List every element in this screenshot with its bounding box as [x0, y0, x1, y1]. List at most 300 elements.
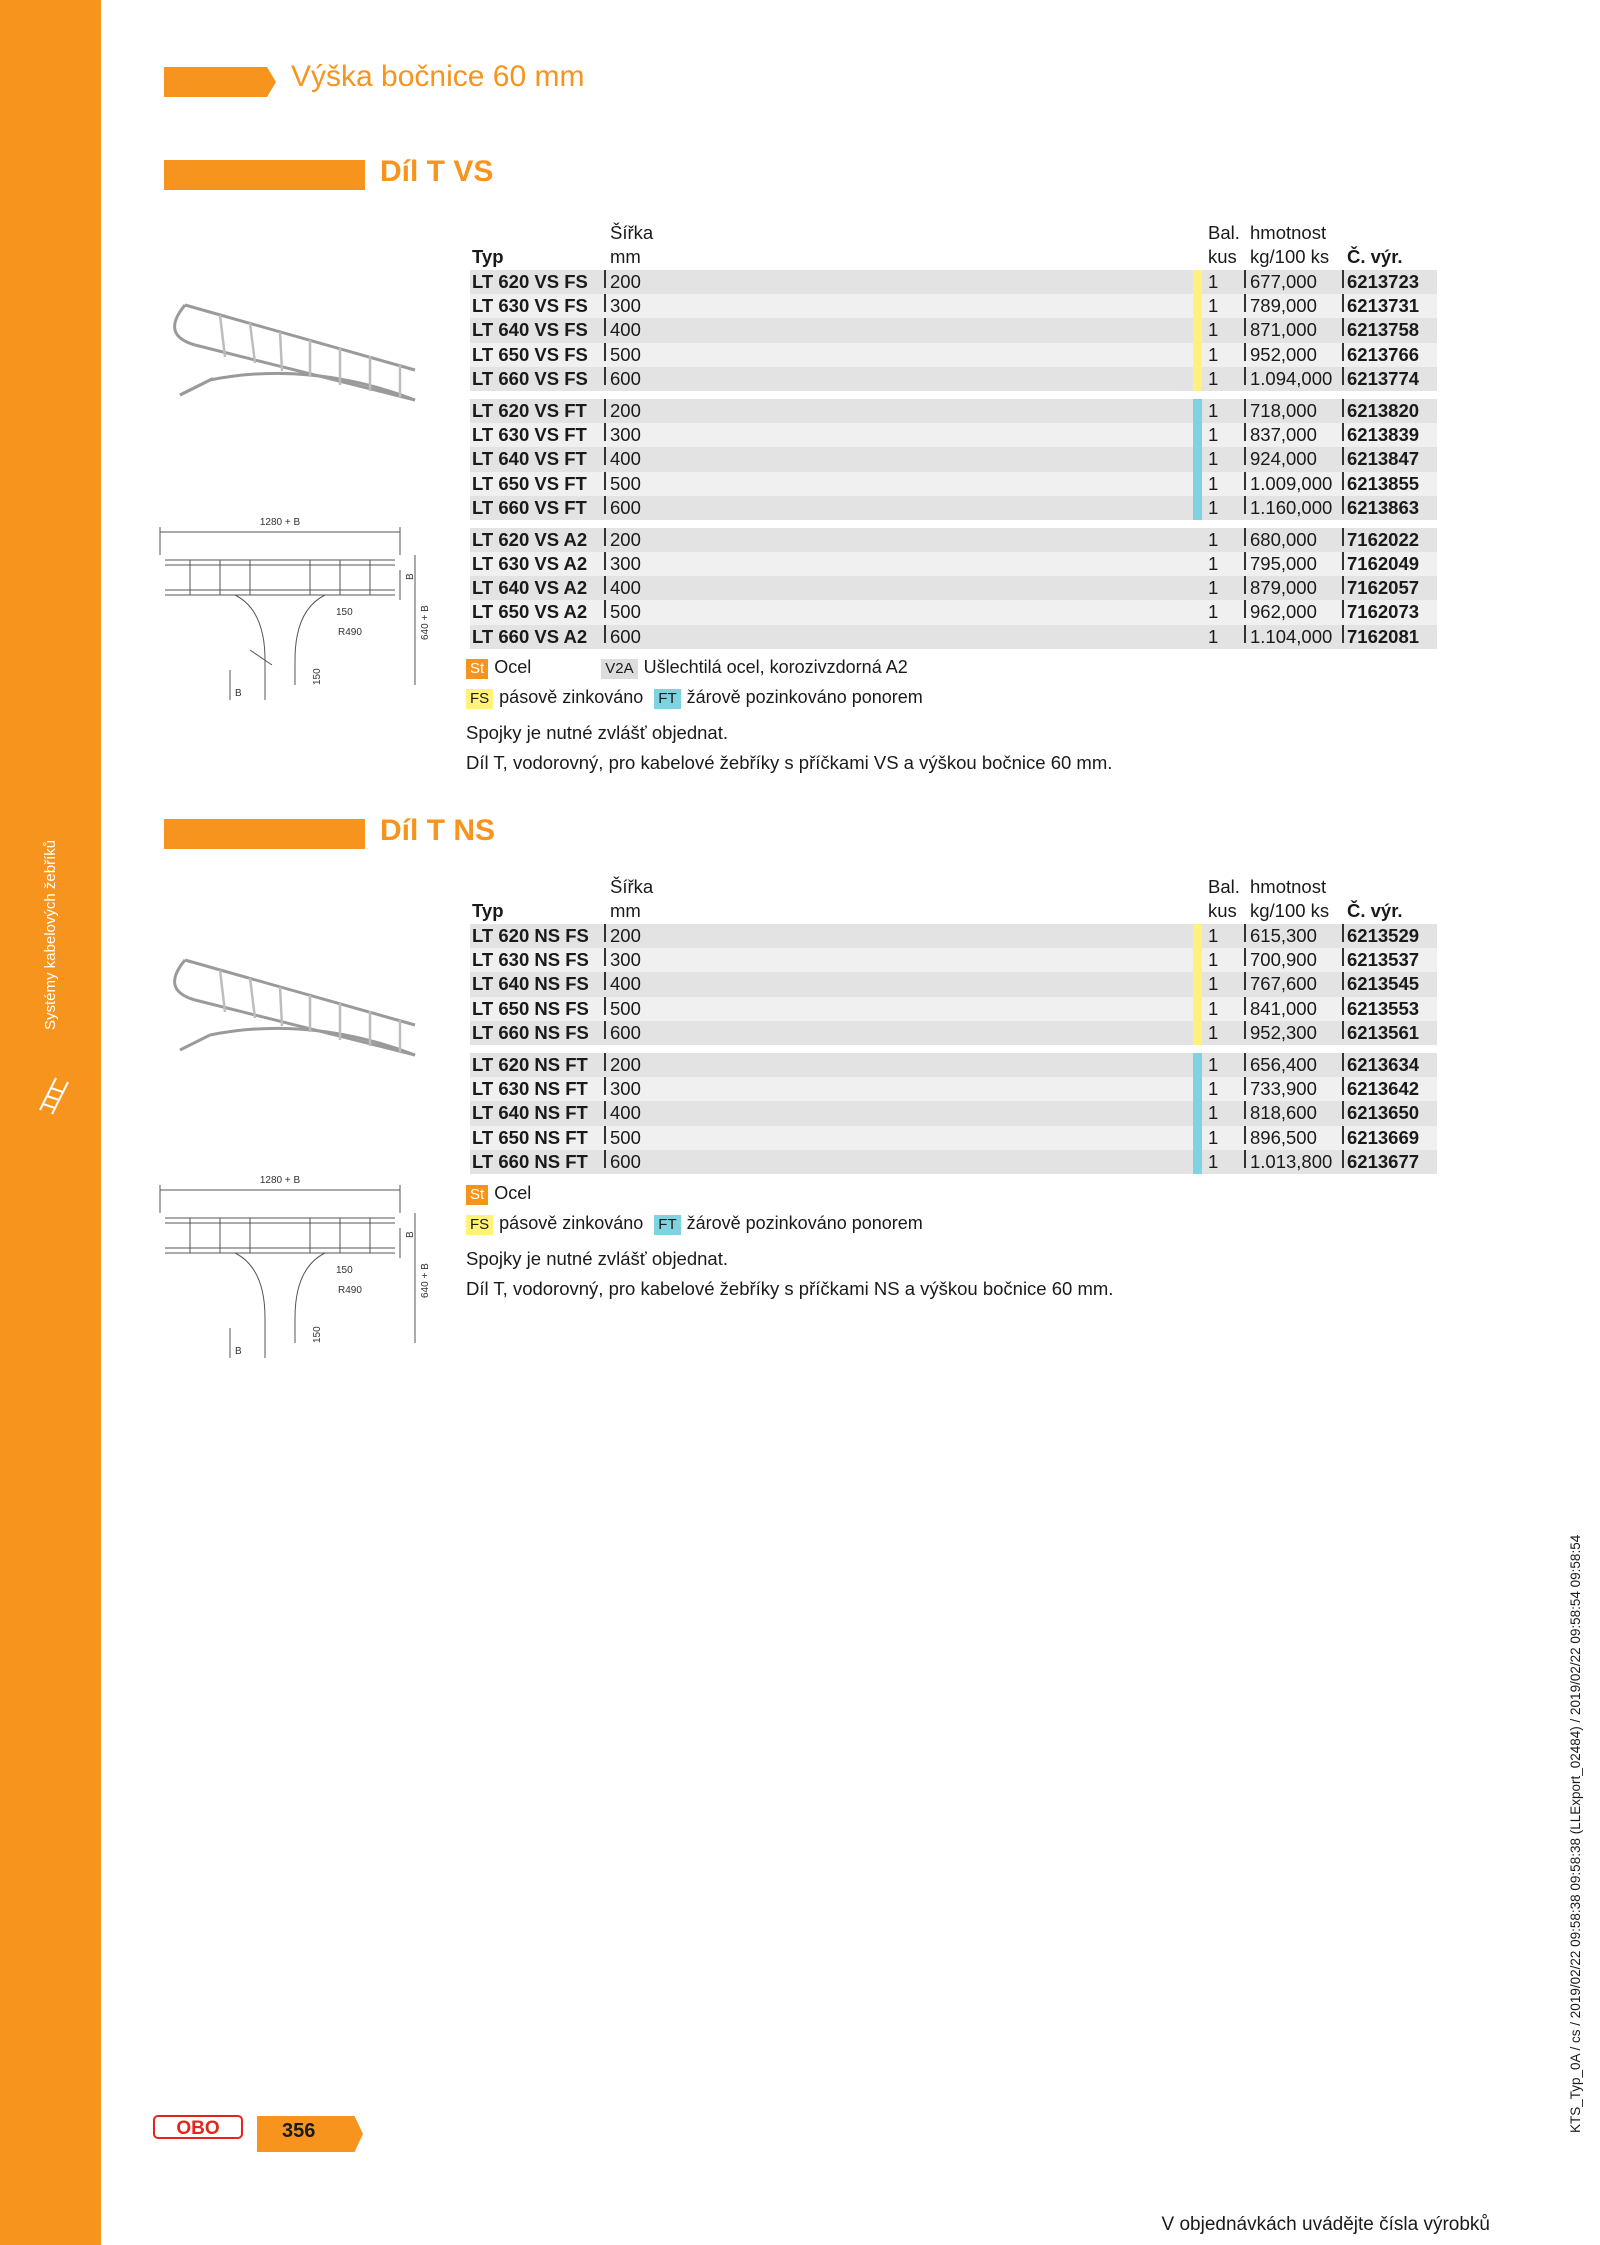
- finish-marker: [1193, 399, 1202, 423]
- badge-st: St: [466, 659, 488, 679]
- legend-fs-text: pásově zinkováno: [499, 687, 644, 707]
- section-title-vs: Díl T VS: [380, 155, 494, 188]
- col-width-l1: Šířka: [610, 876, 654, 897]
- cell-article-number: 6213863: [1347, 496, 1420, 518]
- section-accent-bar: [164, 160, 365, 190]
- cell-separator: [1342, 997, 1344, 1015]
- cell-separator: [1342, 1021, 1344, 1039]
- cell-separator: [604, 1126, 606, 1144]
- cell-weight: 1.094,000: [1250, 367, 1333, 389]
- cell-article-number: 6213847: [1347, 448, 1420, 470]
- dim-radius-label: R490: [338, 627, 362, 638]
- cell-separator: [1244, 1077, 1246, 1095]
- table-row: [470, 1126, 1437, 1150]
- col-bal-l1: Bal.: [1208, 222, 1240, 243]
- cell-separator: [604, 625, 606, 643]
- table-header: [470, 876, 1437, 924]
- cell-separator: [1244, 343, 1246, 361]
- cell-article-number: 7162022: [1347, 528, 1420, 550]
- dim-b-label: B: [235, 688, 242, 699]
- legend-st-text: Ocel: [494, 1183, 532, 1203]
- cell-weight: 924,000: [1250, 448, 1317, 470]
- table-row: [470, 1053, 1437, 1077]
- dimension-drawing-ns: [150, 1168, 440, 1378]
- cell-separator: [1342, 600, 1344, 618]
- cell-separator: [1244, 447, 1246, 465]
- cell-separator: [604, 496, 606, 514]
- cell-weight: 718,000: [1250, 399, 1317, 421]
- col-art: Č. výr.: [1347, 246, 1403, 267]
- table-body: [470, 924, 1437, 1174]
- cell-typ: LT 640 VS FS: [472, 319, 588, 341]
- legend-st-text: Ocel: [494, 657, 532, 677]
- cell-weight: 615,300: [1250, 925, 1317, 946]
- cell-typ: LT 630 NS FT: [472, 1078, 588, 1100]
- cell-separator: [1342, 1150, 1344, 1168]
- cell-typ: LT 630 VS A2: [472, 553, 588, 575]
- cell-separator: [604, 399, 606, 417]
- cell-bal: 1: [1208, 424, 1219, 446]
- legend-fs-text: pásově zinkováno: [499, 1213, 644, 1233]
- cell-bal: 1: [1208, 472, 1219, 494]
- t-piece-drawing: [150, 510, 440, 715]
- table-row: [470, 948, 1437, 972]
- cell-bal: 1: [1208, 528, 1219, 550]
- cell-bal: 1: [1208, 1102, 1219, 1124]
- cell-separator: [604, 948, 606, 966]
- table-row: [470, 528, 1437, 552]
- cell-separator: [604, 576, 606, 594]
- cell-article-number: 6213677: [1347, 1150, 1420, 1172]
- legend-vs: [466, 652, 1112, 778]
- cell-weight: 818,600: [1250, 1102, 1317, 1124]
- cell-separator: [1244, 1150, 1246, 1168]
- note-2: Díl T, vodorovný, pro kabelové žebříky s příčkami NS a výškou bočnice 60 mm.: [466, 1278, 1114, 1299]
- col-weight-l1: hmotnost: [1250, 876, 1327, 897]
- legend-ft-text: žárově pozinkováno ponorem: [686, 1213, 923, 1233]
- table-row: [470, 1021, 1437, 1045]
- finish-marker: [1193, 294, 1202, 318]
- cell-width: 400: [610, 973, 641, 995]
- cell-separator: [1342, 924, 1344, 942]
- cell-article-number: 6213766: [1347, 343, 1420, 365]
- section-title-ns: Díl T NS: [380, 814, 496, 847]
- cell-width: 300: [610, 1078, 641, 1100]
- cell-width: 600: [610, 1150, 641, 1172]
- table-body: [470, 270, 1437, 649]
- finish-marker: [1193, 997, 1202, 1021]
- cell-separator: [604, 1150, 606, 1168]
- sidebar: [0, 0, 101, 2245]
- cell-typ: LT 660 VS FS: [472, 367, 588, 389]
- cell-separator: [1244, 270, 1246, 288]
- col-weight-l2: kg/100 ks: [1250, 900, 1330, 921]
- dim-width-label: 1280 + B: [259, 1175, 301, 1186]
- cell-bal: 1: [1208, 577, 1219, 599]
- col-bal-l2: kus: [1208, 900, 1237, 921]
- t-piece-render: [150, 285, 440, 415]
- cell-separator: [1342, 399, 1344, 417]
- cell-separator: [604, 472, 606, 490]
- cell-weight: 962,000: [1250, 601, 1317, 623]
- group-gap: [470, 520, 1437, 528]
- cell-separator: [1244, 600, 1246, 618]
- cell-article-number: 6213634: [1347, 1053, 1420, 1075]
- cell-separator: [1342, 552, 1344, 570]
- cell-separator: [1244, 552, 1246, 570]
- dim-150-label: 150: [336, 607, 353, 618]
- cell-bal: 1: [1208, 973, 1219, 995]
- product-table-vs: [470, 222, 1437, 649]
- cell-bal: 1: [1208, 1126, 1219, 1148]
- col-weight-l1: hmotnost: [1250, 222, 1327, 243]
- cell-article-number: 6213529: [1347, 925, 1420, 946]
- badge-ft: FT: [654, 689, 680, 709]
- table-row: [470, 343, 1437, 367]
- obo-logo: [153, 2115, 243, 2139]
- table-row: [470, 294, 1437, 318]
- cell-typ: LT 640 NS FS: [472, 973, 589, 995]
- cell-separator: [1342, 496, 1344, 514]
- cell-typ: LT 630 VS FS: [472, 295, 588, 317]
- cell-separator: [604, 447, 606, 465]
- cell-width: 400: [610, 448, 641, 470]
- cell-bal: 1: [1208, 625, 1219, 647]
- dim-width-label: 1280 + B: [259, 517, 301, 528]
- cell-bal: 1: [1208, 319, 1219, 341]
- finish-marker: [1193, 1150, 1202, 1174]
- cell-width: 200: [610, 271, 641, 292]
- cell-bal: 1: [1208, 925, 1219, 946]
- dim-height-label: 640 + B: [420, 1263, 431, 1298]
- cell-bal: 1: [1208, 949, 1219, 971]
- cell-typ: LT 660 VS A2: [472, 625, 588, 647]
- cell-separator: [604, 318, 606, 336]
- cell-article-number: 6213820: [1347, 399, 1420, 421]
- cell-weight: 1.013,800: [1250, 1150, 1333, 1172]
- side-label: Systémy kabelových žebříků: [42, 839, 59, 1030]
- cell-weight: 1.104,000: [1250, 625, 1333, 647]
- dim-b-vertical-label: B: [405, 1231, 416, 1238]
- cell-separator: [1244, 1101, 1246, 1119]
- col-typ: Typ: [472, 900, 504, 921]
- cell-separator: [604, 423, 606, 441]
- dim-radius-label: R490: [338, 1285, 362, 1296]
- table-row: [470, 972, 1437, 996]
- cell-separator: [1244, 367, 1246, 385]
- cell-typ: LT 630 NS FS: [472, 949, 589, 971]
- col-typ: Typ: [472, 246, 504, 267]
- cell-separator: [1342, 447, 1344, 465]
- finish-marker: [1193, 924, 1202, 948]
- legend-ft-text: žárově pozinkováno ponorem: [686, 687, 923, 707]
- finish-marker: [1193, 343, 1202, 367]
- finish-marker: [1193, 1053, 1202, 1077]
- cell-separator: [604, 528, 606, 546]
- table-row: [470, 1077, 1437, 1101]
- cell-typ: LT 620 VS FT: [472, 399, 587, 421]
- cell-article-number: 6213669: [1347, 1126, 1420, 1148]
- table-header: [470, 222, 1437, 270]
- badge-st: St: [466, 1185, 488, 1205]
- table-row: [470, 496, 1437, 520]
- col-width-l2: mm: [610, 900, 641, 921]
- cell-separator: [1342, 1053, 1344, 1071]
- cell-article-number: 6213545: [1347, 973, 1420, 995]
- table-row: [470, 625, 1437, 649]
- cell-weight: 952,000: [1250, 343, 1317, 365]
- finish-marker: [1193, 367, 1202, 391]
- cell-width: 500: [610, 343, 641, 365]
- cell-width: 300: [610, 295, 641, 317]
- cell-article-number: 6213855: [1347, 472, 1420, 494]
- cell-width: 500: [610, 472, 641, 494]
- badge-fs: FS: [466, 1215, 493, 1235]
- cell-typ: LT 660 NS FS: [472, 1021, 589, 1043]
- cell-typ: LT 650 NS FS: [472, 997, 589, 1019]
- cell-article-number: 6213650: [1347, 1102, 1420, 1124]
- cell-width: 600: [610, 367, 641, 389]
- cell-weight: 656,400: [1250, 1053, 1317, 1075]
- cell-width: 200: [610, 925, 641, 946]
- cell-bal: 1: [1208, 295, 1219, 317]
- cell-weight: 789,000: [1250, 295, 1317, 317]
- cell-bal: 1: [1208, 1021, 1219, 1043]
- finish-marker: [1193, 1077, 1202, 1101]
- cell-separator: [1244, 576, 1246, 594]
- cell-separator: [1244, 997, 1246, 1015]
- cell-typ: LT 650 VS A2: [472, 601, 588, 623]
- dim-b-label: B: [235, 1346, 242, 1357]
- cell-weight: 879,000: [1250, 577, 1317, 599]
- cell-separator: [604, 600, 606, 618]
- table-row: [470, 1150, 1437, 1174]
- table-row: [470, 367, 1437, 391]
- cell-separator: [604, 270, 606, 288]
- cell-separator: [1342, 367, 1344, 385]
- badge-ft: FT: [654, 1215, 680, 1235]
- cell-separator: [1244, 972, 1246, 990]
- header-accent-bar: [164, 67, 276, 97]
- col-width-l2: mm: [610, 246, 641, 267]
- cell-typ: LT 640 VS FT: [472, 448, 587, 470]
- group-gap: [470, 1045, 1437, 1053]
- cell-article-number: 6213642: [1347, 1078, 1420, 1100]
- cell-width: 200: [610, 1053, 641, 1075]
- cell-weight: 841,000: [1250, 997, 1317, 1019]
- cell-article-number: 7162049: [1347, 553, 1420, 575]
- cell-weight: 733,900: [1250, 1078, 1317, 1100]
- cell-separator: [1244, 496, 1246, 514]
- cell-typ: LT 620 VS FS: [472, 271, 588, 292]
- cell-width: 500: [610, 997, 641, 1019]
- table-row: [470, 924, 1437, 948]
- cell-article-number: 6213731: [1347, 295, 1420, 317]
- cell-separator: [1342, 1126, 1344, 1144]
- cell-separator: [1342, 294, 1344, 312]
- cell-separator: [1244, 472, 1246, 490]
- badge-v2a: V2A: [601, 659, 637, 679]
- cell-separator: [1342, 318, 1344, 336]
- cell-separator: [1342, 1101, 1344, 1119]
- cell-article-number: 7162057: [1347, 577, 1420, 599]
- cell-article-number: 7162073: [1347, 601, 1420, 623]
- cell-separator: [604, 1053, 606, 1071]
- dim-150-label: 150: [336, 1265, 353, 1276]
- footer-note: V objednávkách uvádějte čísla výrobků: [1161, 2214, 1490, 2235]
- cell-typ: LT 650 VS FT: [472, 472, 587, 494]
- table-row: [470, 270, 1437, 294]
- note-1: Spojky je nutné zvlášť objednat.: [466, 722, 728, 743]
- table-row: [470, 997, 1437, 1021]
- finish-marker: [1193, 318, 1202, 342]
- cell-separator: [1244, 318, 1246, 336]
- cell-separator: [1342, 270, 1344, 288]
- cell-typ: LT 640 NS FT: [472, 1102, 588, 1124]
- col-bal-l1: Bal.: [1208, 876, 1240, 897]
- cell-separator: [1342, 972, 1344, 990]
- cell-article-number: 6213758: [1347, 319, 1420, 341]
- cell-weight: 871,000: [1250, 319, 1317, 341]
- product-table-ns: [470, 876, 1437, 1174]
- cell-weight: 767,600: [1250, 973, 1317, 995]
- cell-typ: LT 650 NS FT: [472, 1126, 588, 1148]
- cell-width: 500: [610, 601, 641, 623]
- t-piece-render: [150, 940, 440, 1070]
- product-image-vs: [150, 285, 440, 420]
- legend-v2a-text: Ušlechtilá ocel, korozivzdorná A2: [643, 657, 908, 677]
- cell-separator: [1244, 1126, 1246, 1144]
- cell-separator: [1244, 924, 1246, 942]
- dim-150-vertical-label: 150: [312, 1326, 323, 1343]
- cell-separator: [1244, 948, 1246, 966]
- cell-typ: LT 620 NS FS: [472, 925, 589, 946]
- table-row: [470, 600, 1437, 624]
- cell-typ: LT 620 NS FT: [472, 1053, 588, 1075]
- table-row: [470, 576, 1437, 600]
- dim-b-vertical-label: B: [405, 573, 416, 580]
- cell-bal: 1: [1208, 1053, 1219, 1075]
- cell-separator: [604, 294, 606, 312]
- cell-typ: LT 660 NS FT: [472, 1150, 588, 1172]
- finish-marker: [1193, 447, 1202, 471]
- cell-weight: 795,000: [1250, 553, 1317, 575]
- finish-marker: [1193, 270, 1202, 294]
- cell-width: 600: [610, 625, 641, 647]
- page-title: Výška bočnice 60 mm: [291, 60, 585, 93]
- cell-separator: [1342, 528, 1344, 546]
- badge-fs: FS: [466, 689, 493, 709]
- cell-article-number: 6213839: [1347, 424, 1420, 446]
- cell-typ: LT 630 VS FT: [472, 424, 587, 446]
- finish-marker: [1193, 496, 1202, 520]
- cell-bal: 1: [1208, 496, 1219, 518]
- finish-marker: [1193, 423, 1202, 447]
- print-metadata: KTS_Typ_0A / cs / 2019/02/22 09:58:38 09:58:38 (LLExport_02484) / 2019/02/22 09:58:54 09:58:54: [1568, 1534, 1583, 2133]
- group-gap: [470, 391, 1437, 399]
- cell-article-number: 6213723: [1347, 271, 1420, 292]
- cell-separator: [1342, 625, 1344, 643]
- note-1: Spojky je nutné zvlášť objednat.: [466, 1248, 728, 1269]
- cell-width: 200: [610, 399, 641, 421]
- section-accent-bar: [164, 819, 365, 849]
- cell-typ: LT 620 VS A2: [472, 528, 588, 550]
- cell-separator: [604, 367, 606, 385]
- cell-bal: 1: [1208, 601, 1219, 623]
- dim-150-vertical-label: 150: [312, 668, 323, 685]
- cell-separator: [604, 552, 606, 570]
- cell-separator: [1244, 399, 1246, 417]
- cell-weight: 700,900: [1250, 949, 1317, 971]
- product-image-ns: [150, 940, 440, 1075]
- cell-separator: [604, 997, 606, 1015]
- table-row: [470, 1101, 1437, 1125]
- cell-article-number: 7162081: [1347, 625, 1420, 647]
- finish-marker: [1193, 472, 1202, 496]
- note-2: Díl T, vodorovný, pro kabelové žebříky s příčkami VS a výškou bočnice 60 mm.: [466, 752, 1113, 773]
- cell-typ: LT 640 VS A2: [472, 577, 588, 599]
- cable-ladder-icon: [36, 1070, 76, 1120]
- table-row: [470, 423, 1437, 447]
- t-piece-drawing: [150, 1168, 440, 1373]
- col-weight-l2: kg/100 ks: [1250, 246, 1330, 267]
- finish-marker: [1193, 948, 1202, 972]
- cell-separator: [1244, 528, 1246, 546]
- cell-bal: 1: [1208, 399, 1219, 421]
- cell-bal: 1: [1208, 997, 1219, 1019]
- cell-weight: 1.160,000: [1250, 496, 1333, 518]
- cell-bal: 1: [1208, 343, 1219, 365]
- logo-text: OBO: [176, 2118, 220, 2139]
- table-row: [470, 447, 1437, 471]
- cell-separator: [1244, 423, 1246, 441]
- cell-weight: 837,000: [1250, 424, 1317, 446]
- finish-marker: [1193, 1126, 1202, 1150]
- cell-weight: 896,500: [1250, 1126, 1317, 1148]
- cell-width: 300: [610, 424, 641, 446]
- dimension-drawing-vs: [150, 510, 440, 720]
- table-row: [470, 552, 1437, 576]
- cell-separator: [1244, 1053, 1246, 1071]
- cell-separator: [604, 924, 606, 942]
- cell-weight: 677,000: [1250, 271, 1317, 292]
- finish-marker: [1193, 1101, 1202, 1125]
- cell-separator: [1342, 948, 1344, 966]
- cell-article-number: 6213774: [1347, 367, 1420, 389]
- cell-separator: [604, 1077, 606, 1095]
- cell-bal: 1: [1208, 1078, 1219, 1100]
- col-width-l1: Šířka: [610, 222, 654, 243]
- finish-marker: [1193, 1021, 1202, 1045]
- cell-bal: 1: [1208, 1150, 1219, 1172]
- cell-weight: 680,000: [1250, 528, 1317, 550]
- cell-separator: [1342, 343, 1344, 361]
- cell-article-number: 6213537: [1347, 949, 1420, 971]
- cell-separator: [1342, 1077, 1344, 1095]
- cell-separator: [1342, 423, 1344, 441]
- cell-width: 300: [610, 949, 641, 971]
- cell-typ: LT 650 VS FS: [472, 343, 588, 365]
- cell-article-number: 6213561: [1347, 1021, 1420, 1043]
- cell-width: 600: [610, 1021, 641, 1043]
- col-art: Č. výr.: [1347, 900, 1403, 921]
- cell-width: 400: [610, 319, 641, 341]
- cell-width: 200: [610, 528, 641, 550]
- dim-height-label: 640 + B: [420, 605, 431, 640]
- cell-separator: [604, 1101, 606, 1119]
- cell-separator: [604, 972, 606, 990]
- cell-bal: 1: [1208, 367, 1219, 389]
